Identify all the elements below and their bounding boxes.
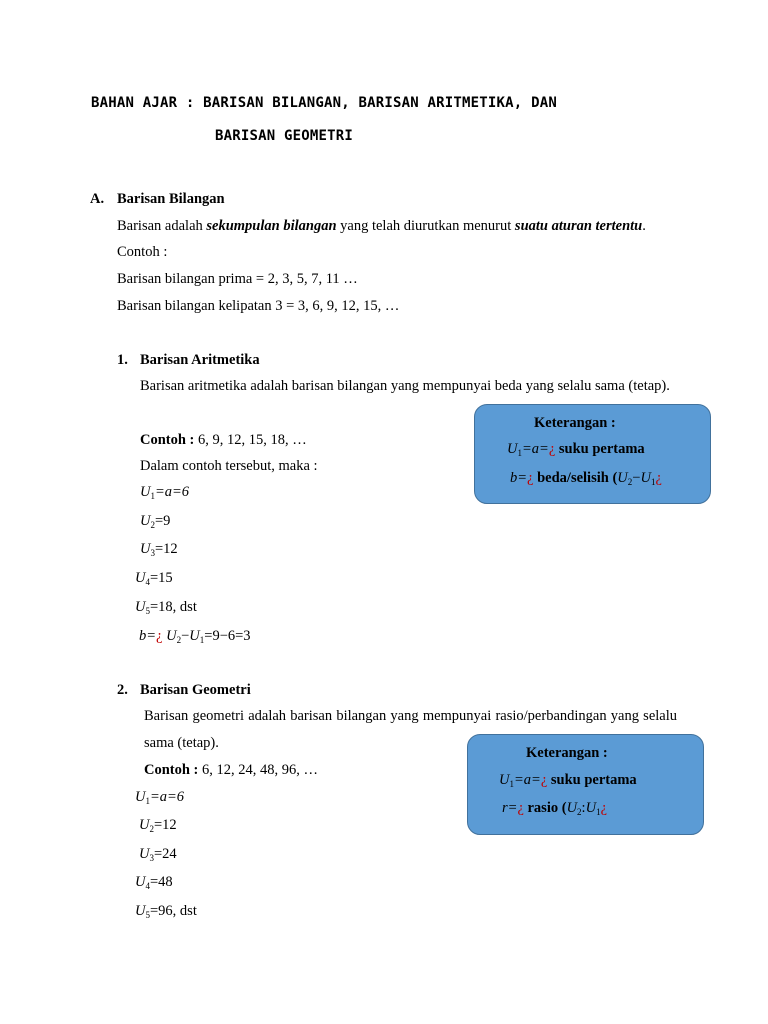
contoh-label: Contoh : bbox=[144, 762, 199, 778]
keterangan-beda: b=¿ beda/selisih ($U_2-U_1¿$ bbox=[510, 470, 662, 487]
keterangan-suku-pertama: $U_1=a=¿$ suku pertama bbox=[499, 772, 637, 789]
definition-emphasis: sekumpulan bilangan bbox=[206, 218, 337, 234]
contoh-label: Contoh : bbox=[117, 244, 168, 260]
geometri-u3: $U_3=24$ bbox=[139, 846, 177, 863]
keterangan-box-geometri bbox=[467, 734, 704, 835]
contoh-values: 6, 9, 12, 15, 18, … bbox=[194, 432, 307, 448]
definition-text: Barisan adalah bbox=[117, 218, 207, 234]
geometri-u5: $U_5=96$, dst bbox=[135, 903, 197, 920]
section-a-heading: Barisan Bilangan bbox=[117, 191, 225, 207]
contoh-label: Contoh : bbox=[140, 432, 195, 448]
keterangan-heading: Keterangan : bbox=[534, 415, 616, 431]
aritmetika-heading: Barisan Aritmetika bbox=[140, 352, 260, 368]
aritmetika-dalam: Dalam contoh tersebut, maka : bbox=[140, 458, 318, 474]
geometri-number: 2. bbox=[117, 682, 128, 698]
section-a-letter: A. bbox=[90, 191, 105, 207]
aritmetika-u4: $U_4=15$ bbox=[135, 570, 173, 587]
contoh-values: 6, 12, 24, 48, 96, … bbox=[198, 762, 319, 778]
definition-emphasis: suatu aturan tertentu bbox=[514, 218, 643, 234]
keterangan-heading: Keterangan : bbox=[526, 745, 608, 761]
keterangan-suku-pertama: $U_1=a=¿$ suku pertama bbox=[507, 441, 645, 458]
geometri-definition: Barisan geometri adalah barisan bilangan yang mempunyai rasio/perbandingan yang selalu sama (tetap). bbox=[144, 708, 677, 751]
geometri-u1: $U_1=a=6$ bbox=[135, 789, 185, 806]
document-title-line1: BAHAN AJAR : BARISAN BILANGAN, BARISAN ARITMETIKA, DAN bbox=[91, 95, 557, 111]
aritmetika-contoh bbox=[140, 432, 307, 449]
example-kelipatan: Barisan bilangan kelipatan 3 = 3, 6, 9, 12, 15, … bbox=[117, 298, 400, 314]
aritmetika-definition: Barisan aritmetika adalah barisan bilangan yang mempunyai beda yang selalu sama (tetap). bbox=[140, 378, 670, 394]
aritmetika-u1: $U_1=a=6$ bbox=[140, 484, 190, 501]
aritmetika-u5: $U_5=18$, dst bbox=[135, 599, 197, 616]
geometri-u2: $U_2=12$ bbox=[139, 817, 177, 834]
geometri-u4: $U_4=48$ bbox=[135, 874, 173, 891]
document-title-line2: BARISAN GEOMETRI bbox=[215, 128, 354, 144]
keterangan-rasio: r=¿ rasio ($U_2:U_1¿$ bbox=[502, 800, 607, 817]
geometri-contoh bbox=[144, 762, 318, 779]
section-a-definition bbox=[117, 218, 646, 235]
aritmetika-u2: $U_2=9$ bbox=[140, 513, 171, 530]
keterangan-box-aritmetika bbox=[474, 404, 711, 504]
definition-text: yang telah diurutkan menurut bbox=[336, 218, 515, 234]
aritmetika-beda: b=¿ $U_2-U_1=9-6=3$ bbox=[139, 628, 251, 645]
example-prima: Barisan bilangan prima = 2, 3, 5, 7, 11 … bbox=[117, 271, 358, 287]
geometri-heading: Barisan Geometri bbox=[140, 682, 251, 698]
definition-text: . bbox=[642, 218, 646, 234]
aritmetika-number: 1. bbox=[117, 352, 128, 368]
aritmetika-u3: $U_3=12$ bbox=[140, 541, 178, 558]
